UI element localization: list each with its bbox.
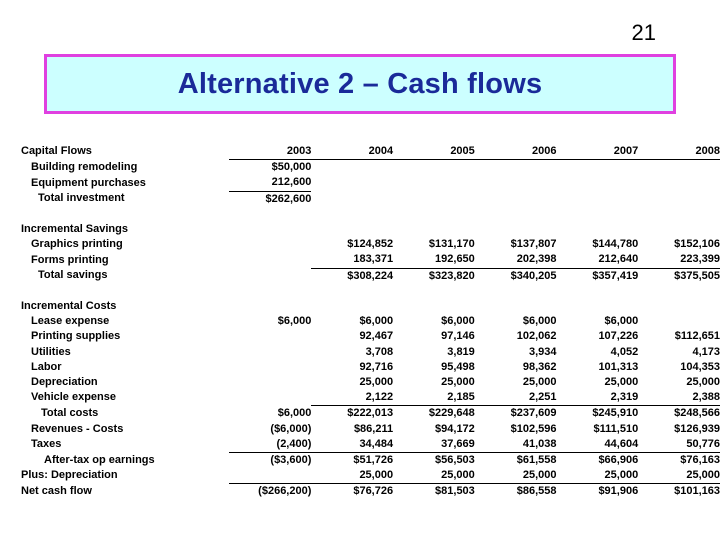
value-cell [475, 160, 557, 176]
table-row [18, 453, 720, 469]
value-cell: $248,566 [674, 407, 720, 420]
row-label: Graphics printing [31, 238, 123, 251]
value-cell: 202,398 [475, 252, 557, 268]
value-cell [229, 390, 311, 406]
value-cell: 2,122 [311, 390, 393, 406]
value-cell: ($3,600) [270, 454, 312, 467]
row-label: Net cash flow [21, 485, 92, 498]
value-cell: $6,000 [359, 315, 394, 328]
value-cell [475, 191, 557, 207]
row-label: Vehicle expense [31, 391, 116, 404]
value-cell: 34,484 [311, 437, 393, 453]
value-cell: $6,000 [522, 315, 557, 328]
table-row [18, 175, 720, 191]
slide-number: 21 [631, 20, 656, 45]
value-cell: 107,226 [598, 330, 639, 343]
header-row [18, 144, 720, 160]
row-label: Total savings [38, 269, 108, 282]
value-cell: 50,776 [638, 437, 720, 453]
cash-flow-body [18, 160, 720, 500]
row-label: Plus: Depreciation [21, 469, 118, 482]
value-cell: 41,038 [475, 437, 557, 453]
row-label: After-tax op earnings [44, 453, 155, 466]
title-banner [44, 54, 676, 114]
value-cell: $56,503 [435, 454, 475, 467]
value-cell: 4,173 [692, 345, 720, 358]
table-row [18, 375, 720, 390]
value-cell: 25,000 [359, 376, 394, 389]
value-cell: 25,000 [557, 468, 639, 484]
value-cell: 2,319 [557, 390, 639, 406]
value-cell: $6,000 [441, 315, 475, 328]
value-cell [393, 160, 475, 176]
value-cell [311, 160, 393, 176]
value-cell: 25,000 [441, 376, 475, 389]
value-cell: 2,185 [393, 390, 475, 406]
section-heading: Incremental Savings [21, 223, 128, 235]
slide-title: Alternative 2 – Cash flows [177, 67, 543, 100]
value-cell: $323,820 [428, 269, 475, 282]
value-cell: $126,939 [674, 422, 720, 435]
value-cell: 183,371 [311, 252, 393, 268]
row-label: Forms printing [31, 253, 109, 266]
year-header: 2005 [393, 144, 475, 160]
value-cell: $340,205 [510, 269, 557, 282]
table-row [18, 252, 720, 268]
value-cell: $137,807 [510, 238, 557, 251]
value-cell: 25,000 [686, 376, 720, 389]
value-cell: $76,163 [680, 454, 720, 467]
spacer-row [18, 207, 720, 222]
value-cell [229, 268, 311, 284]
value-cell: $357,419 [592, 269, 639, 282]
value-cell [638, 314, 720, 329]
value-cell: $86,211 [353, 422, 394, 435]
row-label: Lease expense [31, 315, 110, 328]
row-label: Utilities [31, 345, 71, 358]
year-header: 2008 [638, 144, 720, 160]
value-cell: 95,498 [441, 360, 475, 373]
value-cell: $81,503 [393, 484, 475, 500]
value-cell: $375,505 [674, 269, 720, 282]
value-cell: $237,609 [510, 407, 557, 420]
value-cell: 44,604 [557, 437, 639, 453]
year-header: 2004 [311, 144, 393, 160]
section-label-capital-flows: Capital Flows [21, 145, 92, 158]
value-cell [229, 329, 311, 344]
value-cell: 4,052 [610, 345, 639, 358]
table-row [18, 484, 720, 500]
value-cell: 3,819 [447, 345, 475, 358]
value-cell: $112,651 [674, 330, 720, 343]
row-label: Printing supplies [31, 330, 121, 343]
value-cell [638, 160, 720, 176]
value-cell [229, 252, 311, 268]
table-row [18, 160, 720, 176]
section-heading-row [18, 222, 720, 237]
table-row [18, 314, 720, 329]
value-cell: 223,399 [638, 252, 720, 268]
value-cell: $91,906 [557, 484, 639, 500]
row-label: Depreciation [31, 376, 98, 389]
value-cell: 102,062 [516, 330, 557, 343]
row-label: Taxes [31, 438, 62, 451]
value-cell [475, 175, 557, 191]
value-cell: $86,558 [475, 484, 557, 500]
table-row [18, 390, 720, 406]
value-cell: 97,146 [441, 330, 475, 343]
table-row [18, 191, 720, 207]
value-cell: $111,510 [593, 422, 639, 435]
value-cell [638, 191, 720, 207]
value-cell: 3,708 [365, 345, 394, 358]
table-row [18, 422, 720, 437]
value-cell: $51,726 [353, 454, 394, 467]
table-row [18, 329, 720, 344]
value-cell [557, 175, 639, 191]
value-cell: ($266,200) [229, 484, 311, 500]
cash-flow-table [18, 144, 720, 500]
table-row [18, 437, 720, 453]
table-row [18, 345, 720, 360]
value-cell: 192,650 [393, 252, 475, 268]
value-cell: $101,163 [638, 484, 720, 500]
value-cell: 25,000 [475, 468, 557, 484]
value-cell: 101,313 [598, 360, 639, 373]
table-row [18, 237, 720, 252]
table-row [18, 406, 720, 422]
row-label: Equipment purchases [31, 176, 146, 189]
value-cell: 92,716 [359, 360, 394, 373]
value-cell: 2,251 [475, 390, 557, 406]
value-cell: 37,669 [393, 437, 475, 453]
row-label: Total costs [41, 407, 99, 420]
value-cell [557, 191, 639, 207]
section-heading-row [18, 299, 720, 314]
value-cell: 25,000 [638, 468, 720, 484]
value-cell: 98,362 [522, 360, 557, 373]
value-cell: $76,726 [311, 484, 393, 500]
table-row [18, 360, 720, 375]
value-cell: $66,906 [598, 454, 639, 467]
value-cell: $94,172 [435, 422, 475, 435]
value-cell: $6,000 [604, 315, 639, 328]
value-cell [229, 375, 311, 390]
value-cell: $222,013 [347, 407, 394, 420]
year-header: 2007 [557, 144, 639, 160]
value-cell: 25,000 [311, 468, 393, 484]
value-cell: $229,648 [428, 407, 475, 420]
value-cell: 212,640 [557, 252, 639, 268]
value-cell [229, 360, 311, 375]
value-cell: $144,780 [592, 238, 639, 251]
value-cell: 104,353 [680, 360, 720, 373]
value-cell [311, 191, 393, 207]
value-cell: 25,000 [522, 376, 557, 389]
value-cell: 3,934 [528, 345, 557, 358]
value-cell [393, 175, 475, 191]
row-label: Building remodeling [31, 160, 138, 173]
value-cell: $61,558 [516, 454, 557, 467]
row-label: Revenues - Costs [31, 422, 124, 435]
table-row [18, 468, 720, 484]
value-cell: 92,467 [359, 330, 394, 343]
value-cell: $6,000 [277, 407, 312, 420]
value-cell: (2,400) [229, 437, 311, 453]
value-cell: $102,596 [510, 422, 557, 435]
value-cell [311, 175, 393, 191]
section-heading: Incremental Costs [21, 300, 117, 312]
value-cell: 212,600 [229, 175, 311, 191]
value-cell: ($6,000) [270, 422, 312, 435]
year-header: 2003 [229, 144, 311, 160]
value-cell: $262,600 [265, 192, 312, 205]
year-header: 2006 [475, 144, 557, 160]
value-cell [638, 175, 720, 191]
row-label: Total investment [38, 192, 125, 205]
value-cell: $6,000 [277, 315, 312, 328]
value-cell [393, 191, 475, 207]
value-cell: 25,000 [393, 468, 475, 484]
row-label: Labor [31, 360, 62, 373]
value-cell [229, 237, 311, 252]
value-cell [229, 468, 311, 484]
spacer-row [18, 284, 720, 299]
value-cell: 2,388 [638, 390, 720, 406]
value-cell: 25,000 [604, 376, 639, 389]
value-cell [557, 160, 639, 176]
value-cell: $50,000 [271, 161, 312, 174]
table-row [18, 268, 720, 284]
value-cell: $308,224 [347, 269, 394, 282]
value-cell [229, 345, 311, 360]
value-cell: $124,852 [347, 238, 394, 251]
value-cell: $131,170 [428, 238, 475, 251]
value-cell: $152,106 [674, 238, 720, 251]
value-cell: $245,910 [592, 407, 639, 420]
